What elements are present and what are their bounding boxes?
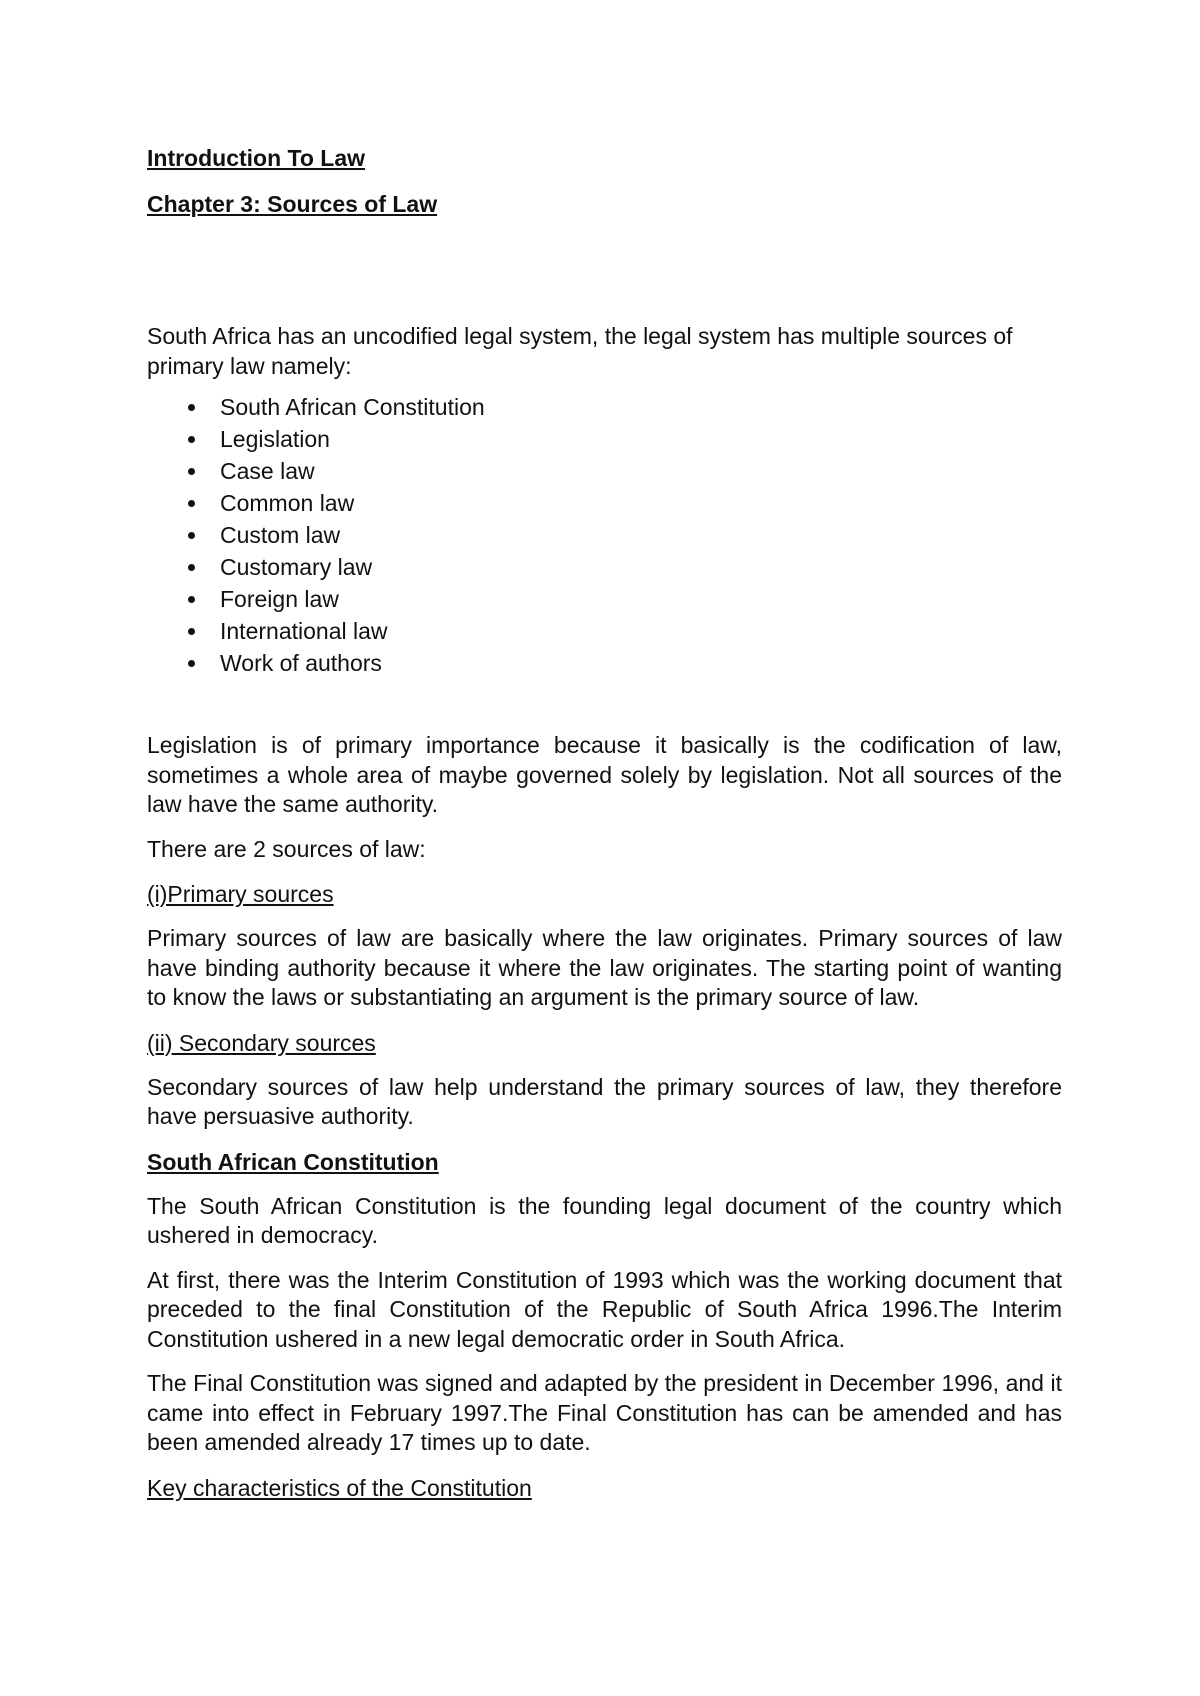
bullet-icon <box>188 660 195 667</box>
constitution-heading: South African Constitution <box>147 1148 439 1175</box>
bullet-icon <box>188 436 195 443</box>
primary-sources-heading: (i)Primary sources <box>147 881 334 907</box>
sources-list <box>147 391 1062 679</box>
key-characteristics-heading: Key characteristics of the Constitution <box>147 1474 532 1501</box>
list-item <box>147 551 1062 583</box>
bullet-icon <box>188 500 195 507</box>
bullet-icon <box>188 532 195 539</box>
intro-paragraph: South Africa has an uncodified legal system, the legal system has multiple sources of primary law namely: <box>147 323 1013 379</box>
list-item <box>147 519 1062 551</box>
primary-sources-paragraph: Primary sources of law are basically where the law originates. Primary sources of law have binding authority because it where the law originates. The starting point of wanting to know the laws or substantiating an argument is the primary source of law. <box>147 925 1062 1010</box>
document-page <box>147 143 1062 1518</box>
list-item-label: Legislation <box>220 426 330 452</box>
document-title: Introduction To Law <box>147 145 366 171</box>
secondary-sources-paragraph: Secondary sources of law help understand the primary sources of law, they therefore have persuasive authority. <box>147 1073 1062 1129</box>
list-item <box>147 391 1062 423</box>
constitution-paragraph-3: The Final Constitution was signed and adapted by the president in December 1996, and it came into effect in February 1997.The Final Constitution has can be amended and has been amended already 17 times up to date. <box>147 1370 1062 1455</box>
bullet-icon <box>188 404 195 411</box>
chapter-heading: Chapter 3: Sources of Law <box>147 191 438 217</box>
list-item <box>147 423 1062 455</box>
secondary-sources-heading: (ii) Secondary sources <box>147 1029 376 1056</box>
two-sources-paragraph: There are 2 sources of law: <box>147 835 426 862</box>
constitution-paragraph-2: At first, there was the Interim Constitution of 1993 which was the working document that preceded to the final Constitution of the Republic of South Africa 1996.The Interim Constitution ushered in a new legal democratic order in South Africa. <box>147 1266 1062 1352</box>
list-item <box>147 487 1062 519</box>
bullet-icon <box>188 596 195 603</box>
list-item <box>147 647 1062 679</box>
list-item-label: Custom law <box>220 522 341 548</box>
bullet-icon <box>188 468 195 475</box>
constitution-paragraph-1: The South African Constitution is the founding legal document of the country which ushered in democracy. <box>147 1192 1062 1248</box>
list-item <box>147 455 1062 487</box>
list-item-label: Work of authors <box>220 650 382 676</box>
bullet-icon <box>188 564 195 571</box>
legislation-paragraph: Legislation is of primary importance because it basically is the codification of law, sometimes a whole area of maybe governed solely by legislation. Not all sources of the law have the same authority. <box>147 732 1062 817</box>
list-item-label: South African Constitution <box>220 394 485 420</box>
list-item <box>147 583 1062 615</box>
list-item-label: International law <box>220 618 388 644</box>
list-item-label: Case law <box>220 458 315 484</box>
list-item-label: Foreign law <box>220 586 339 612</box>
bullet-icon <box>188 628 195 635</box>
list-item-label: Customary law <box>220 554 373 580</box>
list-item-label: Common law <box>220 490 355 516</box>
list-item <box>147 615 1062 647</box>
